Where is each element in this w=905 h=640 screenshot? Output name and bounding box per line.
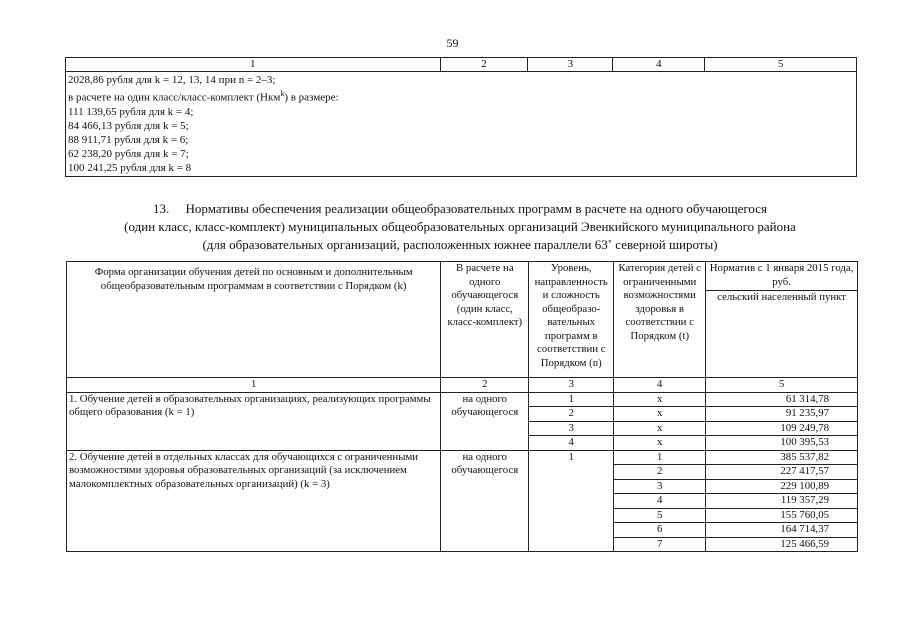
header-normative: Норматив с 1 января 2015 года, руб. [706, 262, 858, 291]
normatives-table [66, 261, 858, 552]
value-cell: 119 357,29 [706, 494, 858, 509]
text-line: 62 238,20 рубля для k = 7; [68, 147, 189, 160]
table-row [67, 450, 858, 465]
value-cell: 91 235,97 [706, 407, 858, 422]
category-cell: 4 [614, 494, 706, 509]
text-line: 84 466,13 рубля для k = 5; [68, 119, 189, 132]
form-cell: 1. Обучение детей в образовательных организациях, реализующих программы общего образования (k = 1) [67, 392, 441, 450]
header-per: В расчете на одного обучающегося (один класс, класс-комплект) [441, 262, 529, 378]
value-cell: 229 100,89 [706, 479, 858, 494]
column-number: 1 [66, 58, 441, 72]
column-number: 1 [67, 378, 441, 393]
column-number: 4 [614, 378, 706, 393]
table-row [67, 392, 858, 407]
value-cell: 385 537,82 [706, 450, 858, 465]
level-cell: 4 [529, 436, 614, 451]
value-cell: 109 249,78 [706, 421, 858, 436]
continuation-cell [66, 72, 857, 177]
category-cell: 1 [614, 450, 706, 465]
value-cell: 125 466,59 [706, 537, 858, 552]
column-number: 5 [706, 378, 858, 393]
column-number: 4 [613, 58, 705, 72]
text-part: ) в размере: [284, 91, 339, 104]
value-cell: 100 395,53 [706, 436, 858, 451]
text-line: 111 139,65 рубля для k = 4; [68, 105, 194, 118]
column-number: 3 [529, 378, 614, 393]
superscript-k: k [280, 89, 285, 98]
column-number: 2 [440, 58, 528, 72]
header-category: Категория детей с ограниченными возможностями здоровья в соответствии с Порядком (t) [614, 262, 706, 378]
section-heading [60, 200, 860, 254]
category-cell: x [614, 421, 706, 436]
column-number: 3 [528, 58, 613, 72]
per-cell: на одного обучающегося [441, 392, 529, 450]
continuation-table [65, 57, 857, 177]
heading-line-1: 13. Нормативы обеспечения реализации общеобразовательных программ в расчете на одного обучающегося [153, 201, 767, 216]
header-row [67, 262, 858, 291]
category-cell: x [614, 392, 706, 407]
header-rural: сельский населенный пункт [706, 291, 858, 378]
value-cell: 61 314,78 [706, 392, 858, 407]
per-cell: на одного обучающегося [441, 450, 529, 552]
text-line: 2028,86 рубля для k = 12, 13, 14 при n = 2–3; [68, 74, 276, 86]
column-number: 5 [705, 58, 857, 72]
text-line: 100 241,25 рубля для k = 8 [68, 161, 192, 174]
column-number-row [66, 58, 857, 72]
header-level: Уровень, направленность и сложность общеобразо-вательных программ в соответствии с Порядком (n) [529, 262, 614, 378]
category-cell: 2 [614, 465, 706, 480]
text-line [68, 87, 854, 105]
text-part: в расчете на один класс/класс-комплект (Нкм [68, 91, 281, 104]
category-cell: 3 [614, 479, 706, 494]
page-number: 59 [446, 36, 459, 50]
category-cell: 6 [614, 523, 706, 538]
level-cell: 3 [529, 421, 614, 436]
value-cell: 155 760,05 [706, 508, 858, 523]
category-cell: x [614, 407, 706, 422]
level-cell: 1 [529, 392, 614, 407]
heading-line-3: (для образовательных организаций, расположенных южнее параллели 63˚ северной широты) [202, 237, 718, 252]
level-cell: 2 [529, 407, 614, 422]
form-cell: 2. Обучение детей в отдельных классах для обучающихся с ограниченными возможностями здоровья образовательных организаций (за исключением малокомплектных образовательных организаций) (k = 3) [67, 450, 441, 552]
value-cell: 164 714,37 [706, 523, 858, 538]
section-number: 13. [153, 201, 170, 216]
category-cell: x [614, 436, 706, 451]
value-cell: 227 417,57 [706, 465, 858, 480]
column-number-row [67, 378, 858, 393]
header-form: Форма организации обучения детей по основным и дополнительным общеобразовательным программам в соответствии с Порядком (k) [67, 262, 441, 378]
text-line: 88 911,71 рубля для k = 6; [68, 133, 189, 146]
column-number: 2 [441, 378, 529, 393]
category-cell: 5 [614, 508, 706, 523]
level-cell: 1 [529, 450, 614, 552]
heading-line-2: (один класс, класс-комплект) муниципальных общеобразовательных организаций Эвенкийского муниципального района [124, 219, 796, 234]
category-cell: 7 [614, 537, 706, 552]
